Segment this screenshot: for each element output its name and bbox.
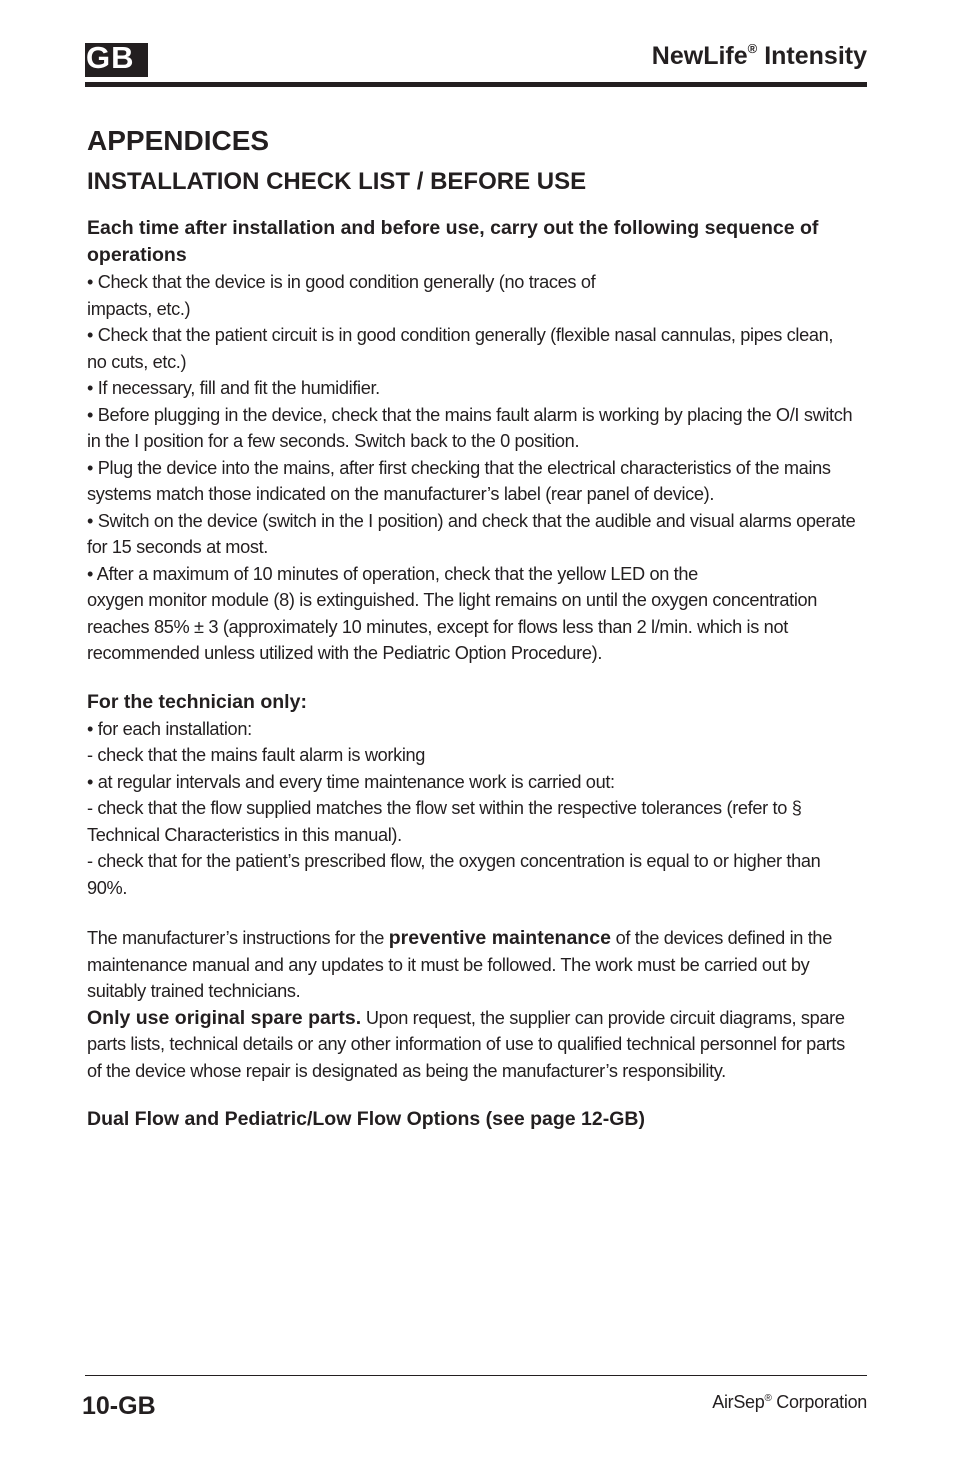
list-item: • at regular intervals and every time maintenance work is carried out: (87, 771, 615, 792)
company-name (712, 1392, 867, 1413)
list-item: - check that the flow supplied matches the flow set within the respective tolerances (refer to § Technical Characteristics in this manual). (87, 798, 802, 845)
maintenance-text-post: of the devices defined in the maintenance manual and any updates to it must be followed. The work must be carried out by suitably trained technicians. (87, 928, 832, 1001)
list-item: - check that for the patient’s prescribed flow, the oxygen concentration is equal to or higher than 90%. (87, 851, 821, 898)
list-item: • Switch on the device (switch in the I position) and check that the audible and visual alarms operate for 15 seconds at most. (87, 510, 856, 557)
company-registered-mark: ® (764, 1393, 772, 1404)
spare-parts-emphasis: Only use original spare parts. (87, 1006, 362, 1029)
spacer (87, 901, 857, 925)
page-title: APPENDICES (87, 125, 270, 156)
list-item: • Check that the patient circuit is in good condition generally (flexible nasal cannulas, pipes clean, no cuts, etc.) (87, 325, 834, 372)
technician-list (87, 716, 857, 902)
company-suffix: Corporation (771, 1392, 867, 1412)
list-item: impacts, etc.) (87, 298, 191, 319)
page-header (85, 40, 867, 88)
product-registered-mark: ® (747, 40, 758, 56)
header-divider (85, 82, 867, 87)
list-item: • for each installation: (87, 718, 252, 739)
main-content (87, 124, 857, 1133)
company-text: AirSep (712, 1392, 765, 1412)
footer-divider (85, 1375, 867, 1376)
product-model: Intensity (757, 42, 867, 70)
list-item: • Before plugging in the device, check that the mains fault alarm is working by placing the O/I switch in the I position for a few seconds. Switch back to the 0 position. (87, 404, 853, 451)
list-item: • Plug the device into the mains, after first checking that the electrical characteristics of the mains systems match those indicated on the manufacturer’s label (rear panel of device). (87, 457, 831, 504)
list-item: oxygen monitor module (8) is extinguished. The light remains on until the oxygen concentration reaches 85% ± 3 (approximately 10 minutes, except for flows less than 2 l/min. which is not recommended unless utilized with the Pediatric Option Procedure). (87, 590, 818, 663)
list-item: • Check that the device is in good condition generally (no traces of (87, 272, 596, 292)
list-item: • If necessary, fill and fit the humidifier. (87, 378, 380, 398)
language-badge: GB (85, 43, 148, 77)
checklist (87, 269, 857, 667)
list-item: • After a maximum of 10 minutes of operation, check that the yellow LED on the (87, 563, 698, 584)
maintenance-text-pre: The manufacturer’s instructions for the (87, 928, 389, 948)
spacer (87, 667, 857, 689)
checklist-intro: Each time after installation and before use, carry out the following sequence of operations (87, 217, 819, 266)
page-number: 10-GB (82, 1392, 156, 1420)
technician-heading: For the technician only: (87, 690, 307, 713)
spare-parts-text: Upon request, the supplier can provide circuit diagrams, spare parts lists, technical details or any other information of use to qualified technical personnel for parts of the device whose repair is designated as being the manufacturer’s responsibility. (87, 1007, 845, 1081)
section-subtitle: INSTALLATION CHECK LIST / BEFORE USE (87, 168, 587, 195)
spacer (87, 1084, 857, 1106)
maintenance-paragraph (87, 925, 857, 1005)
spare-parts-paragraph (87, 1005, 857, 1085)
product-name: NewLife (651, 42, 748, 70)
options-note: Dual Flow and Pediatric/Low Flow Options (see page 12-GB) (87, 1108, 645, 1130)
maintenance-emphasis: preventive maintenance (388, 927, 611, 949)
list-item: - check that the mains fault alarm is working (87, 745, 426, 765)
product-title (652, 42, 867, 71)
